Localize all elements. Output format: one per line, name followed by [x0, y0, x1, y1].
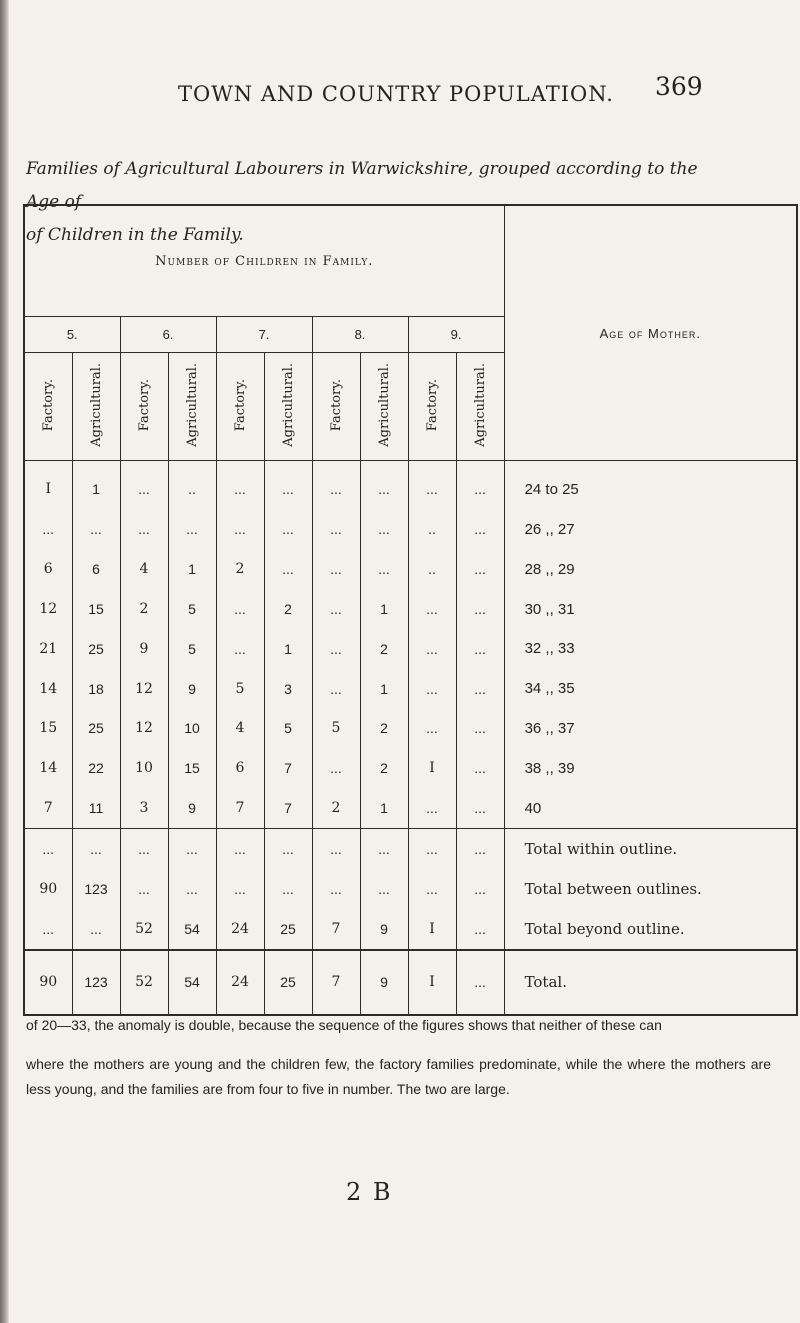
families-table [23, 204, 798, 1016]
age-of-mother-cell: Total beyond outline. [504, 909, 797, 950]
table-cell: ... [312, 748, 360, 788]
caption-line-1: Families of Agricultural Labourers in Warwickshire, grouped according to the Age of [26, 159, 698, 212]
table-cell: ... [264, 828, 312, 868]
table-cell: 22 [72, 748, 120, 788]
group-number: 7. [216, 317, 312, 353]
table-cell: 6 [72, 549, 120, 589]
table-cell: ... [456, 669, 504, 709]
table-cell: ... [264, 549, 312, 589]
table-cell: ... [120, 461, 168, 510]
table-cell: ... [456, 828, 504, 868]
body-text [26, 1013, 771, 1102]
table-cell: ... [456, 589, 504, 629]
table-cell: 3 [264, 669, 312, 709]
table-cell: ... [216, 461, 264, 510]
column-subheader [216, 353, 264, 461]
group-number: 6. [120, 317, 216, 353]
table-row [24, 549, 797, 589]
table-cell: ... [456, 788, 504, 828]
column-subheader-label: Agricultural. [376, 363, 392, 447]
table-cell: 52 [120, 950, 168, 1015]
table-cell: ... [216, 510, 264, 550]
table-cell: ... [72, 828, 120, 868]
table-cell: 12 [120, 709, 168, 749]
table-cell: 6 [216, 748, 264, 788]
table-cell: 9 [168, 788, 216, 828]
table-cell: ... [24, 909, 72, 950]
table-cell: ... [360, 828, 408, 868]
table-cell: 24 [216, 950, 264, 1015]
age-of-mother-cell: 34 ,, 35 [504, 669, 797, 709]
column-subheader [24, 353, 72, 461]
table-cell: ... [408, 869, 456, 909]
column-subheader-label: Factory. [328, 378, 344, 432]
table-cell: 9 [360, 909, 408, 950]
table-cell: ... [312, 549, 360, 589]
age-header: Age of Mother. [504, 205, 797, 461]
table-cell: ... [456, 869, 504, 909]
table-cell: 25 [264, 950, 312, 1015]
table-cell: ... [456, 461, 504, 510]
table-cell: ... [120, 510, 168, 550]
page-binding-edge [0, 0, 9, 1323]
table-cell: 12 [24, 589, 72, 629]
caption-line-2: of Children in the Family. [26, 225, 244, 245]
table-row [24, 461, 797, 510]
age-of-mother-cell: 28 ,, 29 [504, 549, 797, 589]
table-cell: ... [456, 549, 504, 589]
table-cell: 3 [120, 788, 168, 828]
running-head: TOWN AND COUNTRY POPULATION. [178, 82, 614, 106]
table-cell: ... [456, 629, 504, 669]
table-cell: ... [72, 510, 120, 550]
table-row [24, 510, 797, 550]
table-cell: ... [408, 669, 456, 709]
table-cell: 21 [24, 629, 72, 669]
group-number: 8. [312, 317, 408, 353]
table-cell: 7 [24, 788, 72, 828]
table-row [24, 589, 797, 629]
table-cell: I [24, 461, 72, 510]
table-cell: I [408, 909, 456, 950]
table-cell: 15 [168, 748, 216, 788]
table-cell: ... [408, 709, 456, 749]
table-cell: 18 [72, 669, 120, 709]
table-cell: I [408, 950, 456, 1015]
table-row [24, 788, 797, 828]
column-subheader-label: Factory. [232, 378, 248, 432]
table-cell: 5 [312, 709, 360, 749]
age-of-mother-cell: 30 ,, 31 [504, 589, 797, 629]
column-subheader-label: Agricultural. [280, 363, 296, 447]
table-cell: 5 [264, 709, 312, 749]
column-subheader-label: Agricultural. [88, 363, 104, 447]
table-cell: ... [360, 549, 408, 589]
table-cell: 7 [264, 788, 312, 828]
table-cell: 4 [120, 549, 168, 589]
age-of-mother-cell: 24 to 25 [504, 461, 797, 510]
table-cell: 52 [120, 909, 168, 950]
table-cell: ... [456, 909, 504, 950]
table-cell: 7 [264, 748, 312, 788]
table-cell: 2 [360, 709, 408, 749]
table-cell: ... [312, 461, 360, 510]
table-cell: ... [120, 828, 168, 868]
column-subheader-label: Factory. [40, 378, 56, 432]
table-cell: ... [360, 510, 408, 550]
table-cell: 2 [312, 788, 360, 828]
age-of-mother-cell: Total. [504, 950, 797, 1015]
table-cell: 2 [360, 748, 408, 788]
column-subheader [72, 353, 120, 461]
table-cell: 5 [168, 629, 216, 669]
table-row [24, 629, 797, 669]
table-cell: ... [312, 629, 360, 669]
table-cell: .. [408, 510, 456, 550]
table-cell: ... [72, 909, 120, 950]
table-cell: ... [408, 629, 456, 669]
table-cell: 1 [264, 629, 312, 669]
table-cell: 11 [72, 788, 120, 828]
table-cell: ... [456, 748, 504, 788]
table-cell: 123 [72, 869, 120, 909]
table-row [24, 748, 797, 788]
table-cell: ... [312, 669, 360, 709]
column-subheader [456, 353, 504, 461]
table-cell: 4 [216, 709, 264, 749]
table-row [24, 669, 797, 709]
table-cell: 7 [216, 788, 264, 828]
table-row [24, 828, 797, 868]
table-cell: 12 [120, 669, 168, 709]
table-cell: ... [408, 828, 456, 868]
age-of-mother-cell: 38 ,, 39 [504, 748, 797, 788]
table-cell: 1 [168, 549, 216, 589]
table-cell: ... [456, 709, 504, 749]
table-cell: .. [408, 549, 456, 589]
table-cell: 9 [360, 950, 408, 1015]
table-cell: 1 [360, 589, 408, 629]
age-of-mother-cell: 40 [504, 788, 797, 828]
body-text-paragraph: where the mothers are young and the children few, the factory families predominate, while the where the mothers are less young, and the families are from four to five in number. The two are large. [26, 1056, 771, 1097]
table-cell: ... [408, 589, 456, 629]
table-cell: 15 [72, 589, 120, 629]
table-row [24, 709, 797, 749]
table-cell: ... [216, 589, 264, 629]
table-cell: ... [168, 828, 216, 868]
column-subheader [360, 353, 408, 461]
table-cell: 10 [168, 709, 216, 749]
table-cell: 1 [72, 461, 120, 510]
table-cell: 2 [216, 549, 264, 589]
signature-mark: 2 B [346, 1178, 393, 1206]
table-cell: 25 [72, 709, 120, 749]
table-cell: 24 [216, 909, 264, 950]
column-subheader-label: Factory. [424, 378, 440, 432]
table-cell: ... [216, 869, 264, 909]
column-subheader [120, 353, 168, 461]
table-cell: 7 [312, 950, 360, 1015]
column-subheader-label: Factory. [136, 378, 152, 432]
table-cell: 90 [24, 869, 72, 909]
age-of-mother-cell: 36 ,, 37 [504, 709, 797, 749]
table-cell: ... [216, 828, 264, 868]
table-cell: 7 [312, 909, 360, 950]
group-number: 9. [408, 317, 504, 353]
group-number: 5. [24, 317, 120, 353]
table-cell: ... [408, 788, 456, 828]
table-cell: 5 [216, 669, 264, 709]
table-cell: 25 [72, 629, 120, 669]
column-subheader [312, 353, 360, 461]
table-cell: ... [312, 828, 360, 868]
table-cell: ... [360, 461, 408, 510]
table-cell: ... [24, 828, 72, 868]
table-cell: 90 [24, 950, 72, 1015]
table-cell: 5 [168, 589, 216, 629]
table-cell: 1 [360, 669, 408, 709]
table-cell: ... [408, 461, 456, 510]
table-cell: ... [264, 510, 312, 550]
table-cell: ... [216, 629, 264, 669]
group-title: Number of Children in Family. [24, 205, 504, 317]
table-cell: 9 [120, 629, 168, 669]
table-cell: ... [312, 589, 360, 629]
table-cell: 14 [24, 669, 72, 709]
table-cell: 6 [24, 549, 72, 589]
table-cell: ... [24, 510, 72, 550]
table-cell: ... [360, 869, 408, 909]
page-number: 369 [655, 72, 703, 101]
table-cell: 123 [72, 950, 120, 1015]
table-row [24, 869, 797, 909]
table-cell: 54 [168, 950, 216, 1015]
table-cell: I [408, 748, 456, 788]
age-of-mother-cell: 26 ,, 27 [504, 510, 797, 550]
table-cell: 2 [360, 629, 408, 669]
table-cell: 25 [264, 909, 312, 950]
table-cell: 10 [120, 748, 168, 788]
column-subheader [264, 353, 312, 461]
table-cell: .. [168, 461, 216, 510]
table-cell: 15 [24, 709, 72, 749]
column-subheader [408, 353, 456, 461]
table-cell: ... [456, 950, 504, 1015]
table-row [24, 950, 797, 1015]
table-row [24, 909, 797, 950]
table-cell: ... [456, 510, 504, 550]
table-cell: ... [312, 869, 360, 909]
table-cell: 2 [120, 589, 168, 629]
table-cell: ... [168, 869, 216, 909]
table-cell: ... [120, 869, 168, 909]
table-cell: 54 [168, 909, 216, 950]
table-cell: ... [168, 510, 216, 550]
age-of-mother-cell: Total within outline. [504, 828, 797, 868]
body-text-line-1: of 20—33, the anomaly is double, because the sequence of the figures shows that neither of these can [26, 1017, 662, 1033]
table-cell: 14 [24, 748, 72, 788]
table-cell: 9 [168, 669, 216, 709]
age-of-mother-cell: 32 ,, 33 [504, 629, 797, 669]
column-subheader [168, 353, 216, 461]
table-cell: ... [312, 510, 360, 550]
column-subheader-label: Agricultural. [472, 363, 488, 447]
table-cell: ... [264, 461, 312, 510]
table-cell: 1 [360, 788, 408, 828]
table-cell: 2 [264, 589, 312, 629]
age-of-mother-cell: Total between outlines. [504, 869, 797, 909]
table-cell: ... [264, 869, 312, 909]
column-subheader-label: Agricultural. [184, 363, 200, 447]
